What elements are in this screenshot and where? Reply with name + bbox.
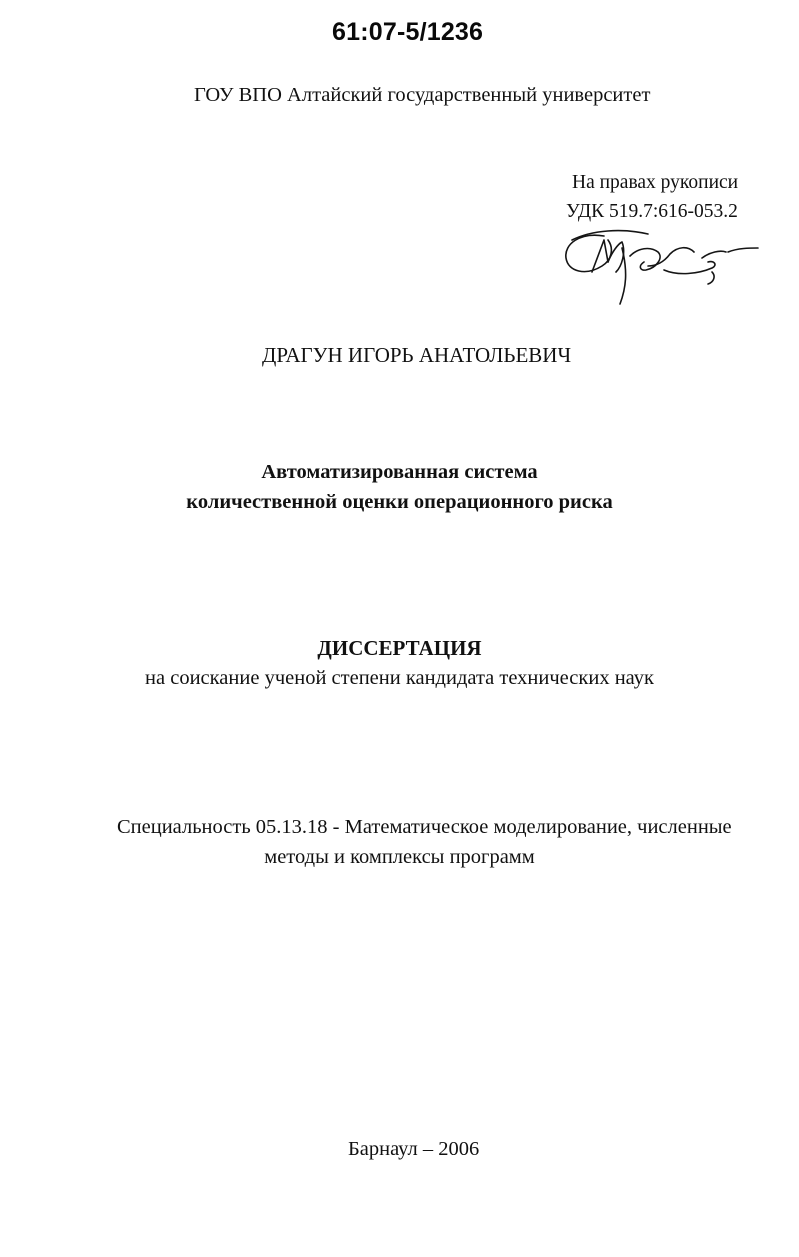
handwritten-signature-icon <box>552 222 762 310</box>
specialty-line-2: методы и комплексы программ <box>264 846 535 868</box>
specialty-line-1: Специальность 05.13.18 - Математическое моделирование, численные <box>117 816 732 838</box>
author-name: ДРАГУН ИГОРЬ АНАТОЛЬЕВИЧ <box>262 343 572 367</box>
manuscript-rights-note: На правах рукописи <box>572 172 739 193</box>
dissertation-title-line-1: Автоматизированная система <box>261 461 538 483</box>
work-type-heading: ДИССЕРТАЦИЯ <box>317 636 482 660</box>
institution-name: ГОУ ВПО Алтайский государственный университет <box>194 84 651 106</box>
udc-code: УДК 519.7:616-053.2 <box>566 201 738 222</box>
dissertation-title-line-2: количественной оценки операционного риска <box>186 491 613 513</box>
catalog-number: 61:07-5/1236 <box>332 18 484 46</box>
degree-description: на соискание ученой степени кандидата технических наук <box>145 667 654 689</box>
place-and-year: Барнаул – 2006 <box>348 1138 480 1160</box>
